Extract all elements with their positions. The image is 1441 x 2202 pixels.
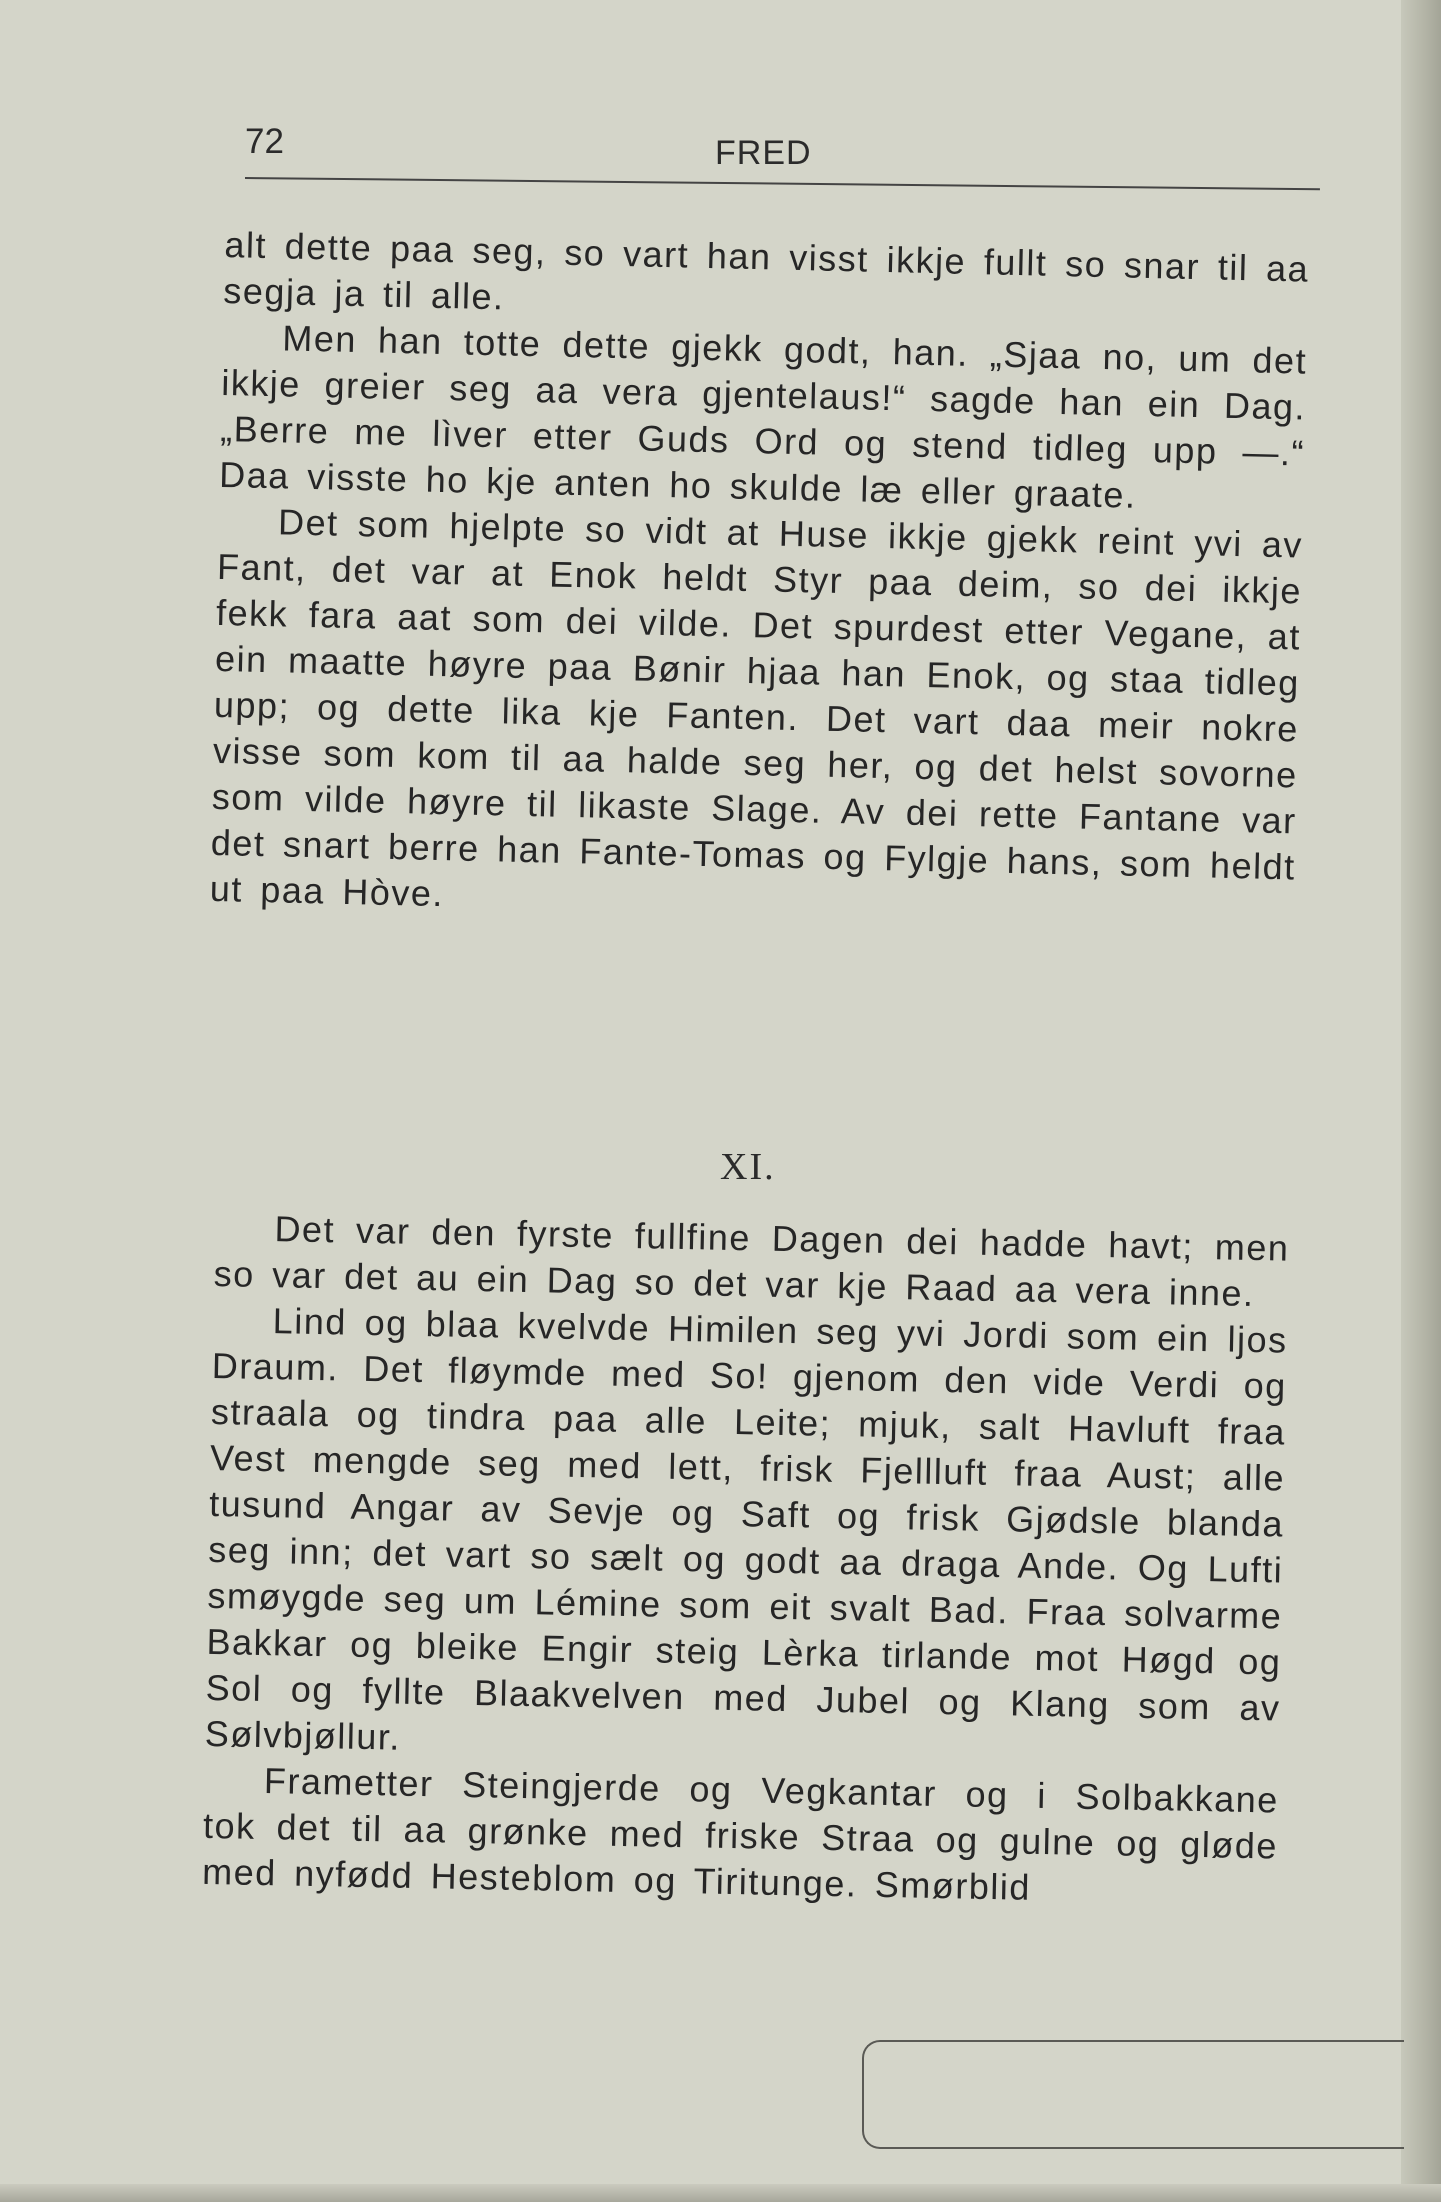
text-block-one [209, 222, 1309, 936]
paragraph: Det som hjelpte so vidt at Huse ikkje gjekk reint yvi av Fant, det var at Enok heldt Styr paa deim, so dei ikkje fekk fara aat som dei vilde. Det spurdest etter Vegane, at ein maatte høyre paa Bønir hjaa han Enok, og staa tidleg upp; og dette lika kje Fanten. Det vart daa meir nokre visse som kom til aa halde seg her, og det helst sovorne som vilde høyre til likaste Slage. Av dei rette Fantane var det snart berre han Fante-Tomas og Fylgje hans, som heldt ut paa Hòve. [209, 501, 1304, 915]
running-head: FRED [715, 134, 812, 172]
page-number: 72 [245, 122, 284, 161]
page-bottom-edge [0, 2184, 1441, 2202]
page-edge-shadow [1401, 0, 1441, 2202]
text-block-two [202, 1205, 1290, 1916]
chapter-heading: XI. [720, 1146, 776, 1188]
library-stamp-outline [862, 2040, 1404, 2149]
paragraph: Men han totte dette gjekk godt, han. „Sjaa no, um det ikkje greier seg aa vera gjentelaus!“ sagde han ein Dag. „Berre me lìver etter Guds Ord og stend tidleg upp —.“ Daa visste ho kje anten ho skulde læ eller graate. [218, 317, 1308, 516]
paragraph: Lind og blaa kvelvde Himilen seg yvi Jordi som ein ljos Draum. Det fløymde med So! gjenom den vide Verdi og straala og tindra paa alle Leite; mjuk, salt Havluft fraa Vest mengde seg med lett, frisk Fjellluft fraa Aust; alle tusund Angar av Sevje og Saft og frisk Gjødsle blanda seg inn; det vart so sælt og godt aa draga Ande. Og Lufti smøygde seg um Lémine som eit svalt Bad. Fraa solvarme Bakkar og bleike Engir steig Lèrka tirlande mot Høgd og Sol og fyllte Blaakvelven med Jubel og Klang som av Sølvbjøllur. [204, 1300, 1288, 1758]
page-header [245, 122, 1320, 182]
paragraph: Det var den fyrste fullfine Dagen dei hadde havt; men so var det au ein Dag so det var kje Raad aa vera inne. [213, 1208, 1290, 1314]
header-rule [245, 177, 1320, 190]
paragraph: Frametter Steingjerde og Vegkantar og i Solbakkane tok det til aa grønke med friske Straa og gulne og gløde med nyfødd Hesteblom og Tiritunge. Smørblid [201, 1760, 1280, 1908]
paragraph: alt dette paa seg, so vart han visst ikkje fullt so snar til aa segja ja til alle. [222, 223, 1310, 318]
